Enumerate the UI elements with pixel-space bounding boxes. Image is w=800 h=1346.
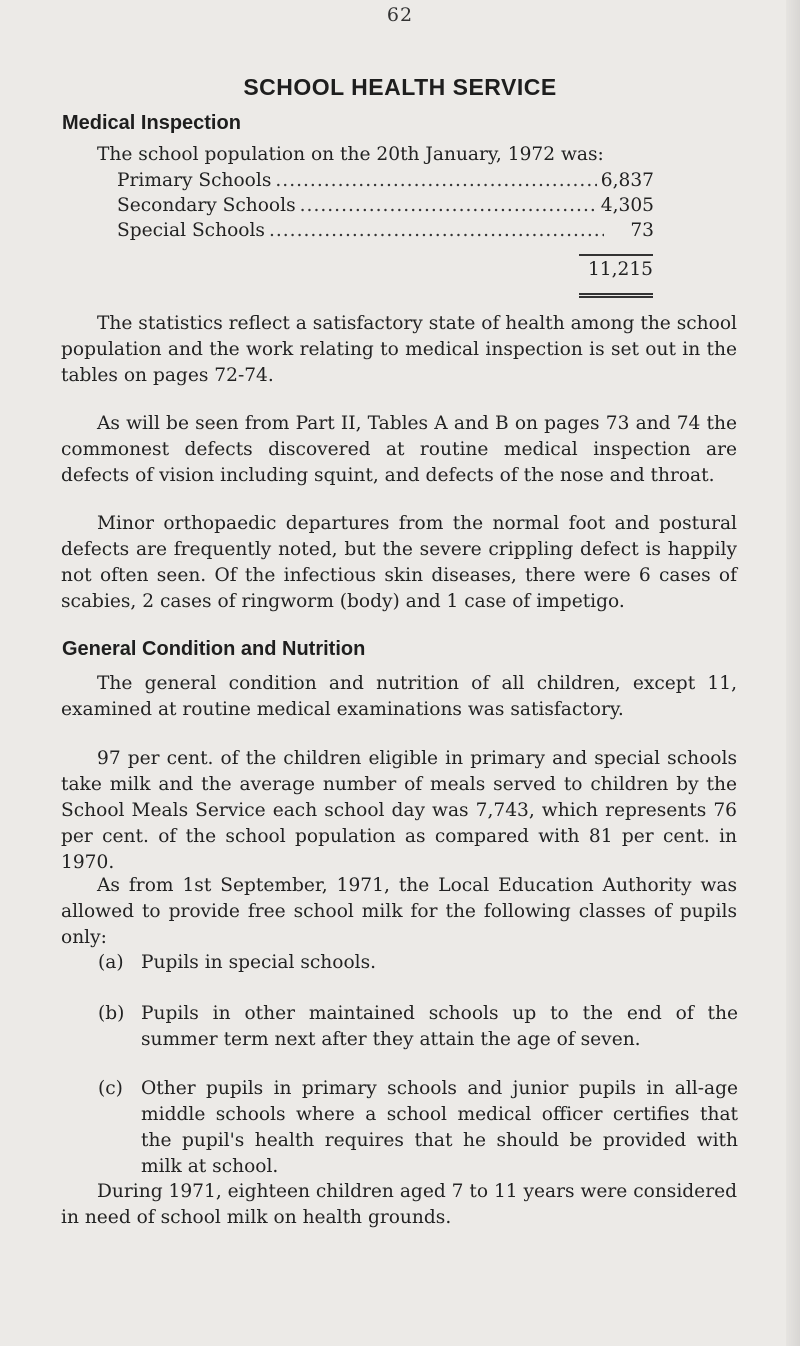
population-value: 6,837 xyxy=(600,170,654,191)
paragraph: 97 per cent. of the children eligible in primary and special schools take milk and the average number of meals served to children by the School Meals Service each school day was 7,743, which represents 76 per cent. of the school population as compared with 81 per cent. in 1970. xyxy=(61,748,737,873)
page-edge-shadow xyxy=(786,0,800,1346)
population-label: Special Schools xyxy=(117,220,265,241)
list-item xyxy=(98,1076,738,1180)
leader-dots xyxy=(269,220,604,241)
list-text: Other pupils in primary schools and junior pupils in all-age middle schools where a school medical officer certifies that the pupil's health requires that he should be provided with milk at school. xyxy=(141,1078,738,1177)
section-heading-medical-inspection: Medical Inspection xyxy=(62,112,241,134)
population-value: 4,305 xyxy=(600,195,654,216)
section-heading-general-condition: General Condition and Nutrition xyxy=(62,638,366,660)
paragraph: The statistics reflect a satisfactory state of health among the school population and the work relating to medical inspection is set out in the tables on pages 72-74. xyxy=(61,313,737,386)
total-double-rule xyxy=(579,293,653,298)
list-marker: (a) xyxy=(98,952,124,973)
list-text: Pupils in special schools. xyxy=(141,952,377,973)
closing-paragraph: During 1971, eighteen children aged 7 to 11 years were considered in need of school milk on health grounds. xyxy=(61,1181,737,1228)
list-item xyxy=(98,1001,738,1053)
list-item xyxy=(98,950,738,976)
paragraph: The general condition and nutrition of all children, except 11, examined at routine medical examinations was satisfactory. xyxy=(61,673,737,720)
list-marker: (b) xyxy=(98,1003,125,1024)
population-value: 73 xyxy=(630,220,654,241)
population-row-primary xyxy=(117,170,654,196)
population-total: 11,215 xyxy=(587,259,653,280)
paragraph: Minor orthopaedic departures from the normal foot and postural defects are frequently noted, but the severe crippling defect is happily not often seen. Of the infectious skin diseases, there were 6 cases of scabies, 2 cases of ringworm (body) and 1 case of impetigo. xyxy=(61,513,737,612)
list-text: Pupils in other maintained schools up to the end of the summer term next after they attain the age of seven. xyxy=(141,1003,738,1050)
leader-dots xyxy=(275,170,596,191)
population-row-special xyxy=(117,220,654,246)
population-label: Primary Schools xyxy=(117,170,272,191)
population-intro: The school population on the 20th January, 1972 was: xyxy=(97,144,604,165)
total-rule xyxy=(579,254,653,256)
page-title: SCHOOL HEALTH SERVICE xyxy=(243,74,557,100)
population-label: Secondary Schools xyxy=(117,195,296,216)
population-row-secondary xyxy=(117,195,654,221)
paragraph: As will be seen from Part II, Tables A and B on pages 73 and 74 the commonest defects discovered at routine medical inspection are defects of vision including squint, and defects of the nose and throat. xyxy=(61,413,737,486)
list-marker: (c) xyxy=(98,1078,123,1099)
page-number: 62 xyxy=(386,4,414,26)
paragraph: As from 1st September, 1971, the Local Education Authority was allowed to provide free school milk for the following classes of pupils only: xyxy=(61,875,737,948)
leader-dots xyxy=(300,195,597,216)
